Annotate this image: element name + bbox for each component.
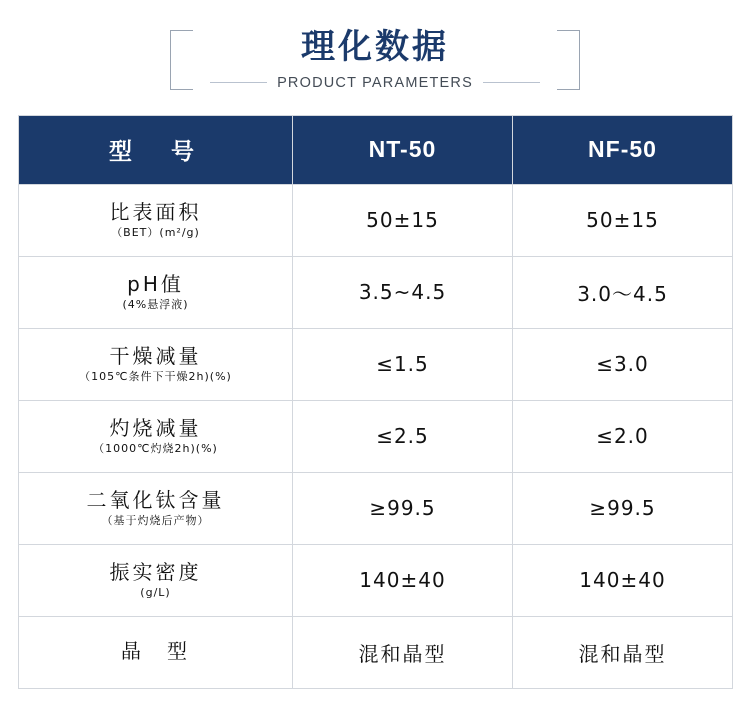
column-header-nt50-label: NT-50 xyxy=(368,136,437,162)
row-label-cell xyxy=(19,400,293,472)
row-label-main: 二氧化钛含量 xyxy=(86,487,225,512)
row-label-cell xyxy=(19,544,293,616)
row-label-sub: （1000℃灼烧2h)(%) xyxy=(93,441,218,455)
table-row xyxy=(19,616,733,688)
row-label-main: 比表面积 xyxy=(109,199,202,224)
row-label-sub: （基于灼烧后产物） xyxy=(101,513,210,527)
row-label-cell xyxy=(19,256,293,328)
table-row xyxy=(19,472,733,544)
column-header-model xyxy=(19,115,293,184)
table-row xyxy=(19,544,733,616)
row-value-nf50: 混和晶型 xyxy=(513,616,733,688)
column-header-model-label: 型 号 xyxy=(109,139,202,165)
row-label-cell xyxy=(19,184,293,256)
page-subtitle: PRODUCT PARAMETERS xyxy=(277,74,473,91)
column-header-nf50 xyxy=(513,115,733,184)
row-value-nt50: 140±40 xyxy=(293,544,513,616)
row-label-main: 振实密度 xyxy=(109,559,202,584)
row-label-sub: （BET）(m²/g) xyxy=(111,225,200,239)
row-value-nf50: ≥99.5 xyxy=(513,472,733,544)
table-row xyxy=(19,400,733,472)
row-label-cell xyxy=(19,616,293,688)
table-row xyxy=(19,184,733,256)
page-title: 理化数据 xyxy=(301,27,449,67)
row-label-sub: (4%悬浮液) xyxy=(122,297,189,311)
row-value-nt50: 混和晶型 xyxy=(293,616,513,688)
row-value-nf50: 3.0～4.5 xyxy=(513,256,733,328)
column-header-nt50 xyxy=(293,115,513,184)
page-subtitle-row xyxy=(210,75,540,91)
rule-right xyxy=(483,82,540,83)
row-label-sub: （105℃条件下干燥2h)(%) xyxy=(79,369,232,383)
row-label-main: 干燥减量 xyxy=(109,343,202,368)
spec-table xyxy=(18,115,733,689)
row-label-sub: (g/L) xyxy=(140,585,171,599)
row-label-main: 晶 型 xyxy=(121,638,190,663)
rule-left xyxy=(210,82,267,83)
table-body xyxy=(19,184,733,688)
row-label-main: pH值 xyxy=(127,271,184,296)
row-label-main: 灼烧减量 xyxy=(109,415,202,440)
row-label-cell xyxy=(19,328,293,400)
row-label-cell xyxy=(19,472,293,544)
row-value-nt50: 3.5~4.5 xyxy=(293,256,513,328)
decorative-bracket-left-icon xyxy=(170,30,193,90)
row-value-nf50: 50±15 xyxy=(513,184,733,256)
spec-table-wrap xyxy=(18,115,732,689)
table-row xyxy=(19,256,733,328)
row-value-nf50: ≤2.0 xyxy=(513,400,733,472)
row-value-nt50: 50±15 xyxy=(293,184,513,256)
row-value-nf50: 140±40 xyxy=(513,544,733,616)
row-value-nt50: ≤1.5 xyxy=(293,328,513,400)
page-header xyxy=(0,0,750,91)
header-inner xyxy=(170,26,580,91)
row-value-nf50: ≤3.0 xyxy=(513,328,733,400)
decorative-bracket-right-icon xyxy=(557,30,580,90)
row-value-nt50: ≤2.5 xyxy=(293,400,513,472)
table-header xyxy=(19,115,733,184)
column-header-nf50-label: NF-50 xyxy=(588,136,657,162)
table-header-row xyxy=(19,115,733,184)
row-value-nt50: ≥99.5 xyxy=(293,472,513,544)
table-row xyxy=(19,328,733,400)
